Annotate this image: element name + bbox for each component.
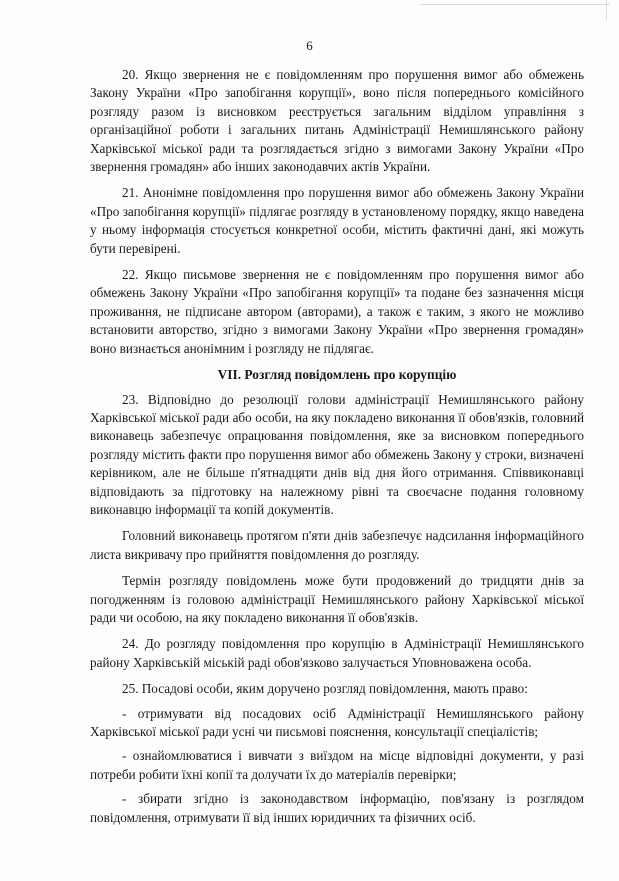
paragraph-25: 25. Посадові особи, яким доручено розгляд повідомлення, мають право: — [122, 681, 528, 697]
list-item-explanations: - отримувати від посадових осіб Адміністрації Немишлянського району Харківської міської ради усні чи письмові пояснення, консультації спеціалістів; — [90, 705, 584, 739]
paragraph-21: 21. Анонімне повідомлення про порушення вимог або обмежень Закону України «Про запобігання корупції» підлягає розгляду в установленому порядку, якщо наведена у ньому інформація стосується конкретної особи, містить фактичні дані, які можуть бути перевірені. — [90, 185, 584, 256]
paragraph-20: 20. Якщо звернення не є повідомленням про порушення вимог або обмежень Закону України «Про запобігання корупції», воно після попереднього комісійного розгляду разом із висновком реєструється загальним відділом управління з організаційної роботи і загальних питань Адміністрації Немишлянського району Харківської міської ради та розглядається згідно з вимогами Закону України «Про звернення громадян» або інших законодавчих актів України. — [90, 67, 584, 175]
paragraph-24: 24. До розгляду повідомлення про корупцію в Адміністрації Немишлянського району Харківській міській раді обов'язково залучається Уповноважена особа. — [90, 636, 584, 670]
list-item-documents: - ознайомлюватися і вивчати з виїздом на місце відповідні документи, у разі потреби робити їхні копії та долучати їх до матеріалів перевірки; — [90, 748, 584, 782]
scan-artifact — [606, 0, 607, 20]
paragraph-22: 22. Якщо письмове звернення не є повідомленням про порушення вимог або обмежень Закону України «Про запобігання корупції» та подане без зазначення місця проживання, не підписане автором (авторами), а також є таким, з якого не можливо встановити авторство, згідно з вимогами Закону України «Про звернення громадян» воно визнається анонімним і розгляду не підлягає. — [90, 267, 584, 356]
section-title: VII. Розгляд повідомлень про корупцію — [217, 367, 457, 383]
paragraph-23-notice: Головний виконавець протягом п'яти днів забезпечує надсилання інформаційного листа викривачу про прийняття повідомлення до розгляду. — [90, 528, 584, 562]
paragraph-23: 23. Відповідно до резолюції голови адміністрації Немишлянського району Харківської міської ради або особи, на яку покладено виконання її обов'язків, головний виконавець забезпечує опрацювання повідомлення, яке за висновком попереднього розгляду містить факти про порушення вимог або обмежень Закону у строки, визначені керівником, але не більше п'ятнадцяти днів від дня його отримання. Співвиконавці відповідають за підготовку на належному рівні та своєчасне подання головному виконавцю інформації та копій документів. — [90, 391, 584, 517]
page-number: 6 — [306, 38, 313, 53]
scan-artifact — [420, 4, 610, 5]
document-body — [90, 66, 584, 833]
list-item-information: - збирати згідно із законодавством інформацію, пов'язану із розглядом повідомлення, отримувати її від інших юридичних та фізичних осіб. — [90, 791, 584, 825]
paragraph-23-term: Термін розгляду повідомлень може бути продовжений до тридцяти днів за погодженням із головою адміністрації Немишлянського району Харківської міської ради чи особою, на яку покладено виконання її обов'язків. — [90, 573, 584, 625]
